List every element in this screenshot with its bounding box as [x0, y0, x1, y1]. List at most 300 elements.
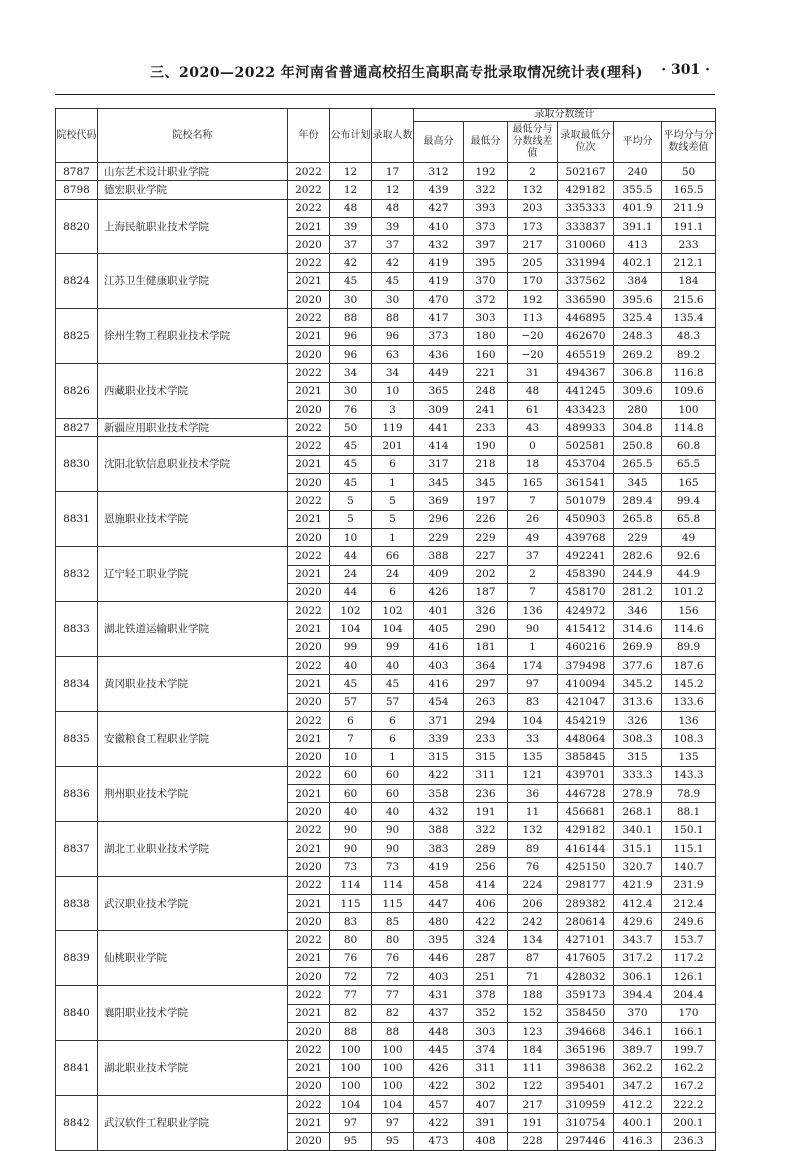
cell-plan: 100 — [330, 1077, 372, 1095]
table-row — [56, 602, 716, 620]
cell-year: 2022 — [288, 547, 330, 565]
cell-year: 2020 — [288, 638, 330, 656]
cell-avg: 326 — [614, 711, 662, 729]
cell-admitted: 1 — [372, 748, 414, 766]
cell-min-diff: 87 — [508, 949, 558, 967]
cell-admitted: 115 — [372, 894, 414, 912]
cell-avg-diff: 167.2 — [662, 1077, 716, 1095]
table-row — [56, 766, 716, 784]
cell-max: 373 — [414, 327, 464, 345]
cell-plan: 80 — [330, 931, 372, 949]
school-code: 8831 — [56, 492, 98, 547]
cell-min-diff: 217 — [508, 236, 558, 254]
cell-min-diff: 203 — [508, 199, 558, 217]
cell-max: 480 — [414, 913, 464, 931]
cell-max: 422 — [414, 1114, 464, 1132]
cell-min-diff: 90 — [508, 620, 558, 638]
cell-year: 2022 — [288, 309, 330, 327]
cell-avg: 347.2 — [614, 1077, 662, 1095]
cell-admitted: 90 — [372, 839, 414, 857]
cell-avg: 244.9 — [614, 565, 662, 583]
cell-avg: 389.7 — [614, 1041, 662, 1059]
cell-year: 2020 — [288, 1022, 330, 1040]
cell-avg-diff: 187.6 — [662, 657, 716, 675]
cell-avg: 289.4 — [614, 492, 662, 510]
col-min: 最低分 — [464, 122, 508, 163]
cell-max: 446 — [414, 949, 464, 967]
cell-rank: 439701 — [558, 766, 614, 784]
cell-min: 180 — [464, 327, 508, 345]
cell-max: 312 — [414, 163, 464, 181]
cell-admitted: 40 — [372, 657, 414, 675]
cell-avg: 429.6 — [614, 913, 662, 931]
table-row — [56, 1041, 716, 1059]
cell-min-diff: 31 — [508, 364, 558, 382]
cell-min: 197 — [464, 492, 508, 510]
cell-max: 448 — [414, 1022, 464, 1040]
school-name: 辽宁轻工职业学院 — [98, 547, 288, 602]
cell-avg: 346.1 — [614, 1022, 662, 1040]
cell-min: 303 — [464, 309, 508, 327]
cell-rank: 415412 — [558, 620, 614, 638]
cell-min-diff: 184 — [508, 1041, 558, 1059]
cell-min: 236 — [464, 785, 508, 803]
cell-max: 457 — [414, 1096, 464, 1114]
cell-avg: 248.3 — [614, 327, 662, 345]
cell-min: 227 — [464, 547, 508, 565]
cell-avg-diff: 211.9 — [662, 199, 716, 217]
cell-rank: 333837 — [558, 217, 614, 235]
cell-min-diff: 43 — [508, 419, 558, 437]
cell-plan: 90 — [330, 839, 372, 857]
cell-avg: 304.8 — [614, 419, 662, 437]
table-row — [56, 1096, 716, 1114]
cell-avg-diff: 231.9 — [662, 876, 716, 894]
cell-min-diff: 217 — [508, 1096, 558, 1114]
cell-year: 2020 — [288, 345, 330, 363]
school-code: 8826 — [56, 364, 98, 419]
cell-year: 2021 — [288, 785, 330, 803]
cell-max: 419 — [414, 254, 464, 272]
cell-avg: 320.7 — [614, 858, 662, 876]
cell-plan: 96 — [330, 345, 372, 363]
school-code: 8787 — [56, 163, 98, 181]
cell-min: 378 — [464, 986, 508, 1004]
cell-year: 2020 — [288, 803, 330, 821]
cell-max: 426 — [414, 583, 464, 601]
cell-min: 191 — [464, 803, 508, 821]
cell-avg-diff: 78.9 — [662, 785, 716, 803]
cell-max: 395 — [414, 931, 464, 949]
cell-admitted: 45 — [372, 272, 414, 290]
table-row — [56, 876, 716, 894]
cell-year: 2021 — [288, 217, 330, 235]
cell-rank: 428032 — [558, 968, 614, 986]
school-code: 8833 — [56, 602, 98, 657]
cell-min-diff: 2 — [508, 565, 558, 583]
cell-avg-diff: 200.1 — [662, 1114, 716, 1132]
cell-year: 2022 — [288, 437, 330, 455]
cell-year: 2022 — [288, 199, 330, 217]
cell-admitted: 100 — [372, 1059, 414, 1077]
cell-min: 408 — [464, 1132, 508, 1150]
table-row — [56, 711, 716, 729]
cell-max: 388 — [414, 821, 464, 839]
cell-min-diff: 224 — [508, 876, 558, 894]
cell-min-diff: 242 — [508, 913, 558, 931]
cell-max: 422 — [414, 1077, 464, 1095]
cell-plan: 12 — [330, 181, 372, 199]
cell-avg-diff: 114.8 — [662, 419, 716, 437]
cell-year: 2021 — [288, 675, 330, 693]
cell-rank: 280614 — [558, 913, 614, 931]
cell-year: 2020 — [288, 1132, 330, 1150]
cell-min: 221 — [464, 364, 508, 382]
cell-plan: 83 — [330, 913, 372, 931]
cell-min-diff: 48 — [508, 382, 558, 400]
cell-plan: 72 — [330, 968, 372, 986]
cell-admitted: 57 — [372, 693, 414, 711]
cell-plan: 82 — [330, 1004, 372, 1022]
cell-min: 345 — [464, 474, 508, 492]
cell-max: 441 — [414, 419, 464, 437]
cell-min-diff: −20 — [508, 327, 558, 345]
school-name: 襄阳职业技术学院 — [98, 986, 288, 1041]
school-name: 恩施职业技术学院 — [98, 492, 288, 547]
cell-plan: 104 — [330, 620, 372, 638]
cell-max: 416 — [414, 638, 464, 656]
cell-admitted: 88 — [372, 309, 414, 327]
cell-min: 303 — [464, 1022, 508, 1040]
admissions-table — [55, 108, 716, 1151]
cell-avg: 313.6 — [614, 693, 662, 711]
cell-min-diff: 152 — [508, 1004, 558, 1022]
table-row — [56, 163, 716, 181]
page-header — [150, 62, 710, 84]
cell-avg: 325.4 — [614, 309, 662, 327]
cell-rank: 448064 — [558, 730, 614, 748]
cell-avg-diff: 108.3 — [662, 730, 716, 748]
cell-year: 2021 — [288, 510, 330, 528]
cell-avg: 314.6 — [614, 620, 662, 638]
cell-max: 437 — [414, 1004, 464, 1022]
cell-min-diff: 174 — [508, 657, 558, 675]
cell-avg-diff: 99.4 — [662, 492, 716, 510]
cell-min: 393 — [464, 199, 508, 217]
cell-max: 447 — [414, 894, 464, 912]
cell-max: 426 — [414, 1059, 464, 1077]
cell-admitted: 100 — [372, 1041, 414, 1059]
cell-plan: 34 — [330, 364, 372, 382]
cell-min: 373 — [464, 217, 508, 235]
cell-avg: 340.1 — [614, 821, 662, 839]
cell-rank: 456681 — [558, 803, 614, 821]
cell-min: 311 — [464, 1059, 508, 1077]
col-name: 院校名称 — [98, 109, 288, 163]
table-row — [56, 547, 716, 565]
cell-rank: 310060 — [558, 236, 614, 254]
cell-min: 370 — [464, 272, 508, 290]
cell-avg: 317.2 — [614, 949, 662, 967]
cell-avg: 377.6 — [614, 657, 662, 675]
school-name: 新疆应用职业技术学院 — [98, 419, 288, 437]
cell-max: 409 — [414, 565, 464, 583]
cell-rank: 502581 — [558, 437, 614, 455]
cell-plan: 7 — [330, 730, 372, 748]
cell-max: 431 — [414, 986, 464, 1004]
cell-avg: 416.3 — [614, 1132, 662, 1150]
cell-rank: 417605 — [558, 949, 614, 967]
school-name: 湖北职业技术学院 — [98, 1041, 288, 1096]
cell-plan: 96 — [330, 327, 372, 345]
cell-plan: 5 — [330, 510, 372, 528]
cell-year: 2021 — [288, 1114, 330, 1132]
cell-max: 419 — [414, 858, 464, 876]
cell-year: 2021 — [288, 730, 330, 748]
cell-min: 192 — [464, 163, 508, 181]
cell-plan: 30 — [330, 382, 372, 400]
cell-admitted: 5 — [372, 492, 414, 510]
cell-year: 2020 — [288, 858, 330, 876]
cell-avg-diff: 191.1 — [662, 217, 716, 235]
cell-avg-diff: 249.6 — [662, 913, 716, 931]
cell-plan: 88 — [330, 309, 372, 327]
school-name: 西藏职业技术学院 — [98, 364, 288, 419]
cell-min: 322 — [464, 821, 508, 839]
cell-rank: 494367 — [558, 364, 614, 382]
cell-admitted: 63 — [372, 345, 414, 363]
cell-plan: 10 — [330, 748, 372, 766]
cell-min-diff: 33 — [508, 730, 558, 748]
school-code: 8841 — [56, 1041, 98, 1096]
cell-admitted: 5 — [372, 510, 414, 528]
cell-year: 2020 — [288, 528, 330, 546]
table-row — [56, 181, 716, 199]
cell-admitted: 6 — [372, 583, 414, 601]
cell-admitted: 6 — [372, 711, 414, 729]
cell-max: 383 — [414, 839, 464, 857]
cell-min: 391 — [464, 1114, 508, 1132]
cell-avg: 282.6 — [614, 547, 662, 565]
cell-min: 160 — [464, 345, 508, 363]
cell-max: 229 — [414, 528, 464, 546]
cell-plan: 88 — [330, 1022, 372, 1040]
col-plan: 公布计划 — [330, 109, 372, 163]
cell-max: 422 — [414, 766, 464, 784]
cell-plan: 100 — [330, 1041, 372, 1059]
cell-admitted: 66 — [372, 547, 414, 565]
cell-year: 2022 — [288, 492, 330, 510]
cell-min-diff: 26 — [508, 510, 558, 528]
cell-year: 2022 — [288, 419, 330, 437]
cell-admitted: 77 — [372, 986, 414, 1004]
cell-plan: 40 — [330, 803, 372, 821]
cell-rank: 427101 — [558, 931, 614, 949]
cell-rank: 441245 — [558, 382, 614, 400]
cell-rank: 297446 — [558, 1132, 614, 1150]
cell-avg-diff: 165 — [662, 474, 716, 492]
cell-year: 2020 — [288, 913, 330, 931]
cell-avg: 370 — [614, 1004, 662, 1022]
cell-max: 454 — [414, 693, 464, 711]
cell-rank: 310754 — [558, 1114, 614, 1132]
cell-min: 414 — [464, 876, 508, 894]
cell-min: 372 — [464, 291, 508, 309]
cell-avg-diff: 65.8 — [662, 510, 716, 528]
cell-rank: 489933 — [558, 419, 614, 437]
cell-min: 241 — [464, 400, 508, 418]
cell-min-diff: 7 — [508, 492, 558, 510]
cell-min: 352 — [464, 1004, 508, 1022]
cell-min: 248 — [464, 382, 508, 400]
cell-avg-diff: 199.7 — [662, 1041, 716, 1059]
cell-year: 2021 — [288, 1004, 330, 1022]
cell-rank: 336590 — [558, 291, 614, 309]
col-min-diff: 最低分与分数线差值 — [508, 122, 558, 163]
cell-rank: 429182 — [558, 821, 614, 839]
cell-max: 432 — [414, 803, 464, 821]
cell-year: 2022 — [288, 876, 330, 894]
cell-avg-diff: 222.2 — [662, 1096, 716, 1114]
cell-avg-diff: 117.2 — [662, 949, 716, 967]
cell-min: 233 — [464, 730, 508, 748]
cell-year: 2022 — [288, 766, 330, 784]
cell-avg: 229 — [614, 528, 662, 546]
cell-admitted: 24 — [372, 565, 414, 583]
cell-year: 2022 — [288, 364, 330, 382]
school-name: 安徽粮食工程职业学院 — [98, 711, 288, 766]
cell-admitted: 96 — [372, 327, 414, 345]
table-row — [56, 254, 716, 272]
cell-min-diff: 36 — [508, 785, 558, 803]
cell-avg: 278.9 — [614, 785, 662, 803]
cell-year: 2022 — [288, 657, 330, 675]
cell-avg: 250.8 — [614, 437, 662, 455]
cell-year: 2020 — [288, 400, 330, 418]
cell-min: 326 — [464, 602, 508, 620]
school-name: 沈阳北软信息职业技术学院 — [98, 437, 288, 492]
cell-rank: 361541 — [558, 474, 614, 492]
cell-avg-diff: 212.4 — [662, 894, 716, 912]
cell-max: 419 — [414, 272, 464, 290]
col-rank: 录取最低分位次 — [558, 122, 614, 163]
table-row — [56, 657, 716, 675]
cell-max: 317 — [414, 455, 464, 473]
cell-rank: 394668 — [558, 1022, 614, 1040]
cell-avg: 346 — [614, 602, 662, 620]
cell-rank: 331994 — [558, 254, 614, 272]
table-row — [56, 309, 716, 327]
cell-rank: 433423 — [558, 400, 614, 418]
cell-admitted: 60 — [372, 785, 414, 803]
cell-min: 374 — [464, 1041, 508, 1059]
cell-plan: 30 — [330, 291, 372, 309]
cell-min: 311 — [464, 766, 508, 784]
cell-rank: 335333 — [558, 199, 614, 217]
cell-min: 290 — [464, 620, 508, 638]
cell-plan: 45 — [330, 437, 372, 455]
cell-max: 473 — [414, 1132, 464, 1150]
cell-avg: 280 — [614, 400, 662, 418]
cell-year: 2021 — [288, 455, 330, 473]
cell-avg: 401.9 — [614, 199, 662, 217]
col-admitted: 录取人数 — [372, 109, 414, 163]
cell-avg-diff: 233 — [662, 236, 716, 254]
cell-plan: 24 — [330, 565, 372, 583]
school-code: 8830 — [56, 437, 98, 492]
cell-plan: 44 — [330, 583, 372, 601]
cell-min: 218 — [464, 455, 508, 473]
cell-min-diff: 111 — [508, 1059, 558, 1077]
cell-max: 315 — [414, 748, 464, 766]
cell-admitted: 95 — [372, 1132, 414, 1150]
cell-max: 388 — [414, 547, 464, 565]
cell-admitted: 104 — [372, 620, 414, 638]
cell-avg: 421.9 — [614, 876, 662, 894]
cell-max: 401 — [414, 602, 464, 620]
table-row — [56, 492, 716, 510]
cell-plan: 45 — [330, 675, 372, 693]
cell-min: 294 — [464, 711, 508, 729]
school-name: 荆州职业技术学院 — [98, 766, 288, 821]
cell-plan: 50 — [330, 419, 372, 437]
table-row — [56, 199, 716, 217]
table-row — [56, 986, 716, 1004]
cell-avg: 306.8 — [614, 364, 662, 382]
cell-year: 2022 — [288, 1041, 330, 1059]
cell-min-diff: 18 — [508, 455, 558, 473]
cell-admitted: 97 — [372, 1114, 414, 1132]
cell-min: 302 — [464, 1077, 508, 1095]
school-code: 8820 — [56, 199, 98, 254]
school-code: 8834 — [56, 657, 98, 712]
table-row — [56, 364, 716, 382]
cell-plan: 104 — [330, 1096, 372, 1114]
cell-min-diff: 1 — [508, 638, 558, 656]
school-code: 8827 — [56, 419, 98, 437]
cell-avg-diff: 89.9 — [662, 638, 716, 656]
cell-rank: 337562 — [558, 272, 614, 290]
cell-min: 422 — [464, 913, 508, 931]
cell-admitted: 80 — [372, 931, 414, 949]
cell-avg-diff: 153.7 — [662, 931, 716, 949]
cell-year: 2022 — [288, 821, 330, 839]
cell-min-diff: 2 — [508, 163, 558, 181]
cell-avg-diff: 215.6 — [662, 291, 716, 309]
cell-rank: 395401 — [558, 1077, 614, 1095]
school-code: 8838 — [56, 876, 98, 931]
cell-min: 202 — [464, 565, 508, 583]
cell-admitted: 201 — [372, 437, 414, 455]
cell-avg: 395.6 — [614, 291, 662, 309]
cell-plan: 95 — [330, 1132, 372, 1150]
table-header — [56, 109, 716, 163]
cell-admitted: 17 — [372, 163, 414, 181]
cell-year: 2022 — [288, 986, 330, 1004]
cell-admitted: 42 — [372, 254, 414, 272]
school-name: 黄冈职业技术学院 — [98, 657, 288, 712]
cell-max: 414 — [414, 437, 464, 455]
cell-avg: 355.5 — [614, 181, 662, 199]
cell-min: 324 — [464, 931, 508, 949]
cell-rank: 429182 — [558, 181, 614, 199]
cell-year: 2020 — [288, 693, 330, 711]
cell-year: 2022 — [288, 254, 330, 272]
cell-avg-diff: 204.4 — [662, 986, 716, 1004]
cell-admitted: 10 — [372, 382, 414, 400]
school-name: 上海民航职业技术学院 — [98, 199, 288, 254]
cell-rank: 379498 — [558, 657, 614, 675]
